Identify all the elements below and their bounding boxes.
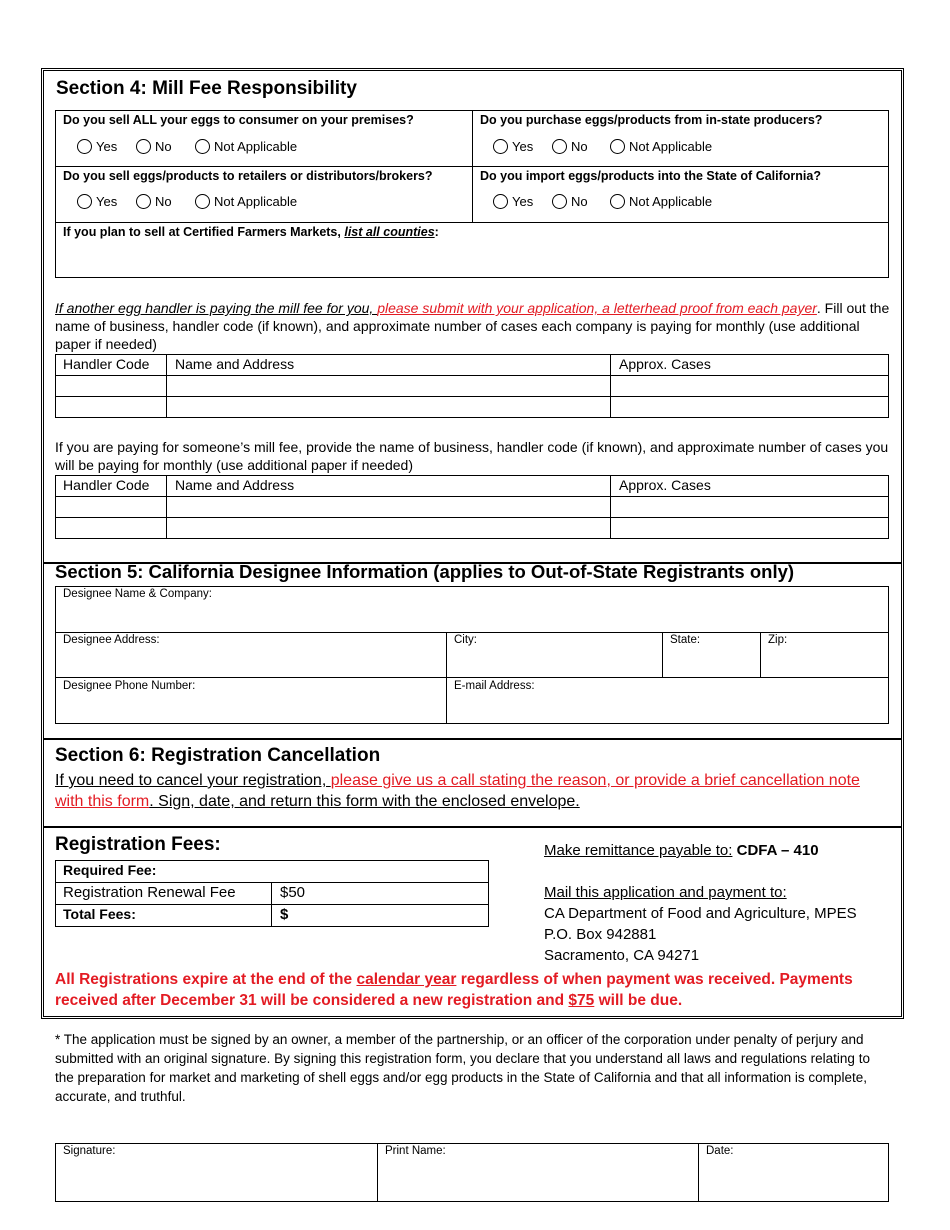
column-header-approx-cases: Approx. Cases — [619, 477, 711, 493]
q1-na-option[interactable]: Not Applicable — [195, 139, 297, 154]
certification-statement: * The application must be signed by an owner, a member of the partnership, or an officer of the corporation under penalty of perjury and submitted with an original signature. By signing this registration form, you declare that you understand all laws and regulations relating to the preparation for market and marketing of shell eggs and/or egg products in the State of California and that all information is complete, accurate, and truthful. — [55, 1032, 870, 1104]
date-field[interactable]: Date: — [706, 1145, 734, 1157]
mail-address-line-3: Sacramento, CA 94271 — [544, 947, 700, 964]
column-header-name-address: Name and Address — [175, 477, 295, 493]
q3-yes-option[interactable]: Yes — [77, 194, 117, 209]
designee-email-field[interactable]: E-mail Address: — [454, 680, 535, 692]
mail-address-line-1: CA Department of Food and Agriculture, MPES — [544, 905, 857, 922]
remittance-line: Make remittance payable to: CDFA – 410 — [544, 842, 819, 859]
q4-no-option[interactable]: No — [552, 194, 588, 209]
section6-title: Section 6: Registration Cancellation — [55, 745, 381, 766]
q2-no-option[interactable]: No — [552, 139, 588, 154]
designee-zip-field[interactable]: Zip: — [768, 634, 788, 646]
other-payer-entry-rows[interactable] — [56, 376, 888, 417]
radio-icon[interactable] — [195, 139, 210, 154]
total-fees-label: Total Fees: — [63, 906, 136, 922]
question-import-eggs: Do you import eggs/products into the State of California? — [480, 169, 821, 183]
designee-name-company-field[interactable]: Designee Name & Company: — [63, 588, 212, 600]
mail-address-line-2: P.O. Box 942881 — [544, 926, 657, 943]
farmers-markets-field[interactable]: If you plan to sell at Certified Farmers Markets, list all counties: — [63, 225, 439, 239]
section-divider — [43, 826, 902, 828]
cancellation-instructions: If you need to cancel your registration, please give us a call stating the reason, or provide a brief cancellation note with this form. Sign, date, and return this form with the enclosed envelope. — [55, 772, 860, 810]
q3-no-option[interactable]: No — [136, 194, 172, 209]
radio-icon[interactable] — [195, 194, 210, 209]
radio-icon[interactable] — [136, 194, 151, 209]
question-purchase-in-state: Do you purchase eggs/products from in-state producers? — [480, 113, 823, 127]
section4-title: Section 4: Mill Fee Responsibility — [56, 78, 357, 99]
q1-no-option[interactable]: No — [136, 139, 172, 154]
radio-icon[interactable] — [493, 194, 508, 209]
radio-icon[interactable] — [552, 194, 567, 209]
radio-icon[interactable] — [610, 139, 625, 154]
renewal-fee-value: $50 — [280, 884, 306, 901]
designee-address-field[interactable]: Designee Address: — [63, 634, 160, 646]
paying-for-others-entry-rows[interactable] — [56, 497, 888, 538]
q2-na-option[interactable]: Not Applicable — [610, 139, 712, 154]
designee-state-field[interactable]: State: — [670, 634, 701, 646]
radio-icon[interactable] — [493, 139, 508, 154]
section5-title: Section 5: California Designee Information (applies to Out-of-State Registrants only) — [55, 561, 795, 582]
designee-info-box — [55, 586, 889, 724]
q2-yes-option[interactable]: Yes — [493, 139, 533, 154]
signature-box — [55, 1143, 889, 1202]
radio-icon[interactable] — [77, 139, 92, 154]
radio-icon[interactable] — [610, 194, 625, 209]
designee-phone-field[interactable]: Designee Phone Number: — [63, 680, 196, 692]
expiration-warning: All Registrations expire at the end of the calendar year regardless of when payment was received. Payments received after December 31 will be considered a new registration and $75 will be due. — [55, 971, 853, 1009]
column-header-handler-code: Handler Code — [63, 356, 150, 372]
signature-field[interactable]: Signature: — [63, 1145, 116, 1157]
other-handler-paying-paragraph: If another egg handler is paying the mill fee for you, please submit with your application, a letterhead proof from each payer. Fill out the name of business, handler code (if known), and approximate number of cases each company is paying for monthly (use additional paper if needed) — [55, 300, 890, 352]
print-name-field[interactable]: Print Name: — [385, 1145, 446, 1157]
q4-na-option[interactable]: Not Applicable — [610, 194, 712, 209]
required-fee-header: Required Fee: — [63, 862, 157, 878]
column-header-name-address: Name and Address — [175, 356, 295, 372]
radio-icon[interactable] — [136, 139, 151, 154]
radio-icon[interactable] — [77, 194, 92, 209]
question-sell-on-premises: Do you sell ALL your eggs to consumer on your premises? — [63, 113, 414, 127]
mail-to-label: Mail this application and payment to: — [544, 884, 787, 901]
column-header-approx-cases: Approx. Cases — [619, 356, 711, 372]
radio-icon[interactable] — [552, 139, 567, 154]
q4-yes-option[interactable]: Yes — [493, 194, 533, 209]
paying-for-someone-paragraph: If you are paying for someone’s mill fee, provide the name of business, handler code (if known), and approximate number of cases you will be paying for monthly (use additional paper if needed) — [55, 439, 889, 473]
question-sell-to-retailers: Do you sell eggs/products to retailers or distributors/brokers? — [63, 169, 433, 183]
registration-fees-title: Registration Fees: — [55, 834, 221, 855]
section-divider — [43, 738, 902, 740]
total-fees-value[interactable]: $ — [280, 906, 289, 923]
q3-na-option[interactable]: Not Applicable — [195, 194, 297, 209]
q1-yes-option[interactable]: Yes — [77, 139, 117, 154]
column-header-handler-code: Handler Code — [63, 477, 150, 493]
renewal-fee-label: Registration Renewal Fee — [63, 884, 236, 901]
designee-city-field[interactable]: City: — [454, 634, 477, 646]
